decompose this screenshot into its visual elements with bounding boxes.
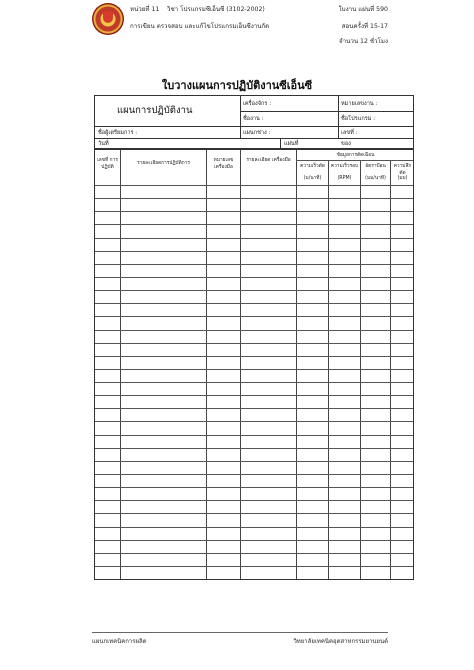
- table-row-divider: [95, 448, 413, 449]
- table-row-divider: [95, 487, 413, 488]
- col-depth-of-cut: ความลึกตัด: [393, 164, 412, 176]
- table-row-divider: [95, 303, 413, 304]
- week-label: สอนครั้งที่ 15-17: [341, 23, 388, 30]
- table-row-divider: [95, 395, 413, 396]
- operation-table: [94, 149, 414, 580]
- table-row-divider: [95, 330, 413, 331]
- col-spindle-speed-unit: (RPM): [337, 176, 352, 181]
- table-row-divider: [95, 566, 413, 567]
- col-step-number: เลขที่ การปฏิบัติ: [97, 158, 118, 170]
- table-row-divider: [95, 356, 413, 357]
- col-tool-detail: รายละเอียด เครื่องมือ: [246, 158, 291, 163]
- col-cutting-speed-unit: (ม/นาที): [303, 176, 322, 181]
- table-row-divider: [95, 553, 413, 554]
- date-field[interactable]: วันที่: [98, 141, 109, 147]
- table-row-divider: [95, 461, 413, 462]
- table-row-divider: [95, 513, 413, 514]
- table-row-divider: [95, 540, 413, 541]
- footer-divider: [92, 632, 388, 633]
- col-feed-rate-unit: (มม/นาที): [365, 176, 386, 181]
- part-name-field[interactable]: ชื่องาน :: [243, 116, 264, 122]
- table-row-divider: [95, 500, 413, 501]
- footer-college: วิทยาลัยเทคนิคอุตสาหกรรมยานยนต์: [293, 638, 388, 645]
- table-row-divider: [95, 382, 413, 383]
- sheet-number: ใบงาน แผ่นที่ 590: [338, 6, 388, 13]
- college-logo: [92, 3, 124, 35]
- table-row-divider: [95, 290, 413, 291]
- number-field[interactable]: เลขที่ :: [341, 130, 358, 136]
- table-row-divider: [95, 277, 413, 278]
- subject-label: วิชา โปรแกรมซีเอ็นซี (3102-2002): [167, 6, 265, 13]
- machine-field[interactable]: เครื่องจักร :: [243, 101, 272, 107]
- col-depth-of-cut-unit: (มม): [397, 176, 408, 181]
- table-row-divider: [95, 408, 413, 409]
- table-row-divider: [95, 435, 413, 436]
- table-row-divider: [95, 224, 413, 225]
- table-row-divider: [95, 343, 413, 344]
- table-row-divider: [95, 251, 413, 252]
- plan-label: แผนการปฏิบัติงาน: [117, 105, 193, 116]
- table-row-divider: [95, 421, 413, 422]
- table-row-divider: [95, 211, 413, 212]
- page-field[interactable]: แผ่นที่: [284, 141, 299, 147]
- page-of-field[interactable]: ของ: [341, 141, 351, 147]
- table-row-divider: [95, 264, 413, 265]
- col-cutting-speed: ความเร็วตัด: [300, 164, 325, 169]
- col-spindle-speed: ความเร็วรอบ: [330, 164, 359, 169]
- table-row-divider: [95, 474, 413, 475]
- hours-label: จำนวน 12 ชั่วโมง: [339, 38, 388, 45]
- footer-department: แผนกเทคนิคการผลิต: [92, 638, 147, 645]
- plan-info-box: [94, 95, 414, 149]
- col-operation-detail: รายละเอียดการปฏิบัติการ: [137, 161, 190, 166]
- unit-label: หน่วยที่ 11: [130, 6, 160, 13]
- page-title: ใบวางแผนการปฏิบัติงานซีเอ็นซี: [161, 79, 313, 92]
- topic-label: การเขียน ตรวจสอบ และแก้ไขโปรแกรมเอ็นซีงานกัด: [130, 23, 270, 30]
- col-tool-number: หมายเลข เครื่องมือ: [213, 158, 234, 170]
- department-field[interactable]: แผนกช่าง :: [243, 130, 271, 136]
- col-feed-rate: อัตราป้อน: [365, 164, 386, 169]
- table-row-divider: [95, 238, 413, 239]
- workpiece-number-field[interactable]: หมายเลขงาน :: [341, 101, 378, 107]
- table-row-divider: [95, 527, 413, 528]
- table-row-divider: [95, 369, 413, 370]
- preparer-field[interactable]: ชื่อผู้เตรียมการ :: [98, 130, 138, 136]
- table-row-divider: [95, 198, 413, 199]
- program-name-field[interactable]: ชื่อโปรแกรม :: [341, 116, 376, 122]
- col-cutting-data: ข้อมูลการตัดเฉือน: [336, 153, 375, 158]
- table-row-divider: [95, 316, 413, 317]
